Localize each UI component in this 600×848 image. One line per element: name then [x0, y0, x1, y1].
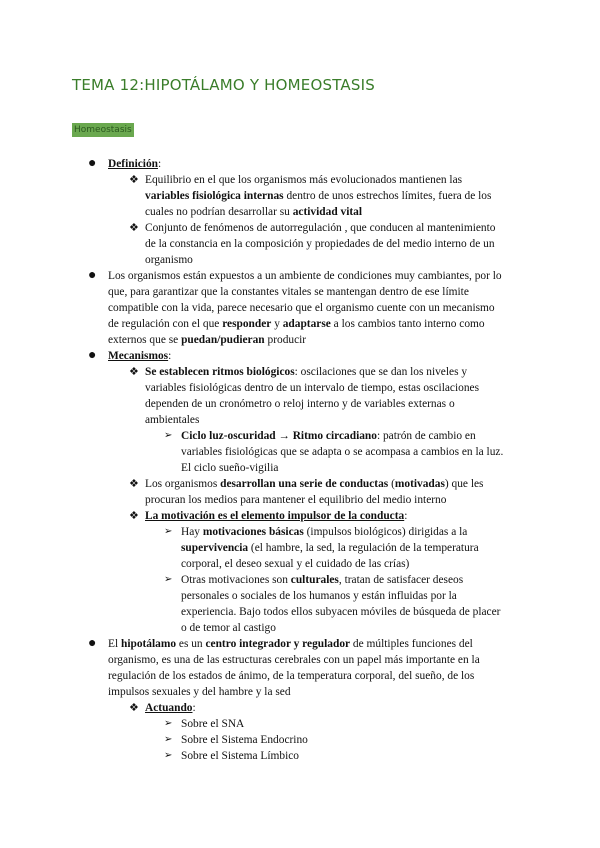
- arrow-marker: ➢: [164, 734, 173, 745]
- arrow-marker: ➢: [164, 718, 173, 729]
- bullet-marker: ●: [88, 348, 97, 363]
- text-line: El ciclo sueño-vigilia: [181, 462, 279, 474]
- diamond-marker: ❖: [129, 222, 139, 234]
- text-line: experiencia. Bajo todos ellos subyacen móviles de búsqueda de placer: [181, 606, 501, 618]
- bullet-marker: ●: [88, 636, 97, 651]
- arrow-marker: ➢: [164, 430, 173, 441]
- text-line: procuran los medios para mantener el equilibrio del medio interno: [145, 494, 447, 506]
- bullet-marker: ●: [88, 268, 97, 283]
- text-line: dependen de un cronómetro o reloj interno y de variables externas o: [145, 398, 455, 410]
- text-line: ambientales: [145, 414, 200, 426]
- diamond-marker: ❖: [129, 510, 139, 522]
- text-line: organismo, es una de las estructuras cerebrales con un papel más importante en la: [108, 654, 480, 666]
- text-line: Otras motivaciones son culturales, tratan de satisfacer deseos: [181, 574, 464, 586]
- text-line: regulación de los estados de ánimo, de la temperatura corporal, del sueño, de los: [108, 670, 475, 682]
- text-line: corporal, el deseo sexual y el cuidado de las crías): [181, 558, 410, 570]
- text-line: de la constancia en la composición y propiedades de del medio interno de un: [145, 238, 495, 250]
- arrow-marker: ➢: [164, 750, 173, 761]
- text-line: variables fisiológicas dentro de un intervalo de tiempo, estas oscilaciones: [145, 382, 480, 394]
- text-line: variables fisiológicas que se adapta o se acompasa a cambios en la luz.: [181, 446, 504, 458]
- text-line: El hipotálamo es un centro integrador y regulador de múltiples funciones del: [108, 638, 473, 650]
- diamond-marker: ❖: [129, 478, 139, 490]
- page-title: TEMA 12:HIPOTÁLAMO Y HOMEOSTASIS: [72, 76, 375, 94]
- text-line: Hay motivaciones básicas (impulsos biológicos) dirigidas a la: [181, 526, 468, 538]
- text-line: externos que se puedan/pudieran producir: [108, 334, 307, 346]
- list-item: Sobre el Sistema Límbico: [181, 750, 299, 762]
- arrow-marker: ➢: [164, 574, 173, 585]
- list-item: Sobre el Sistema Endocrino: [181, 734, 308, 746]
- list-item: Sobre el SNA: [181, 718, 245, 730]
- diamond-marker: ❖: [129, 174, 139, 186]
- definicion-heading: Definición:: [108, 158, 162, 170]
- text-line: organismo: [145, 254, 193, 266]
- mecanismos-heading: Mecanismos:: [108, 350, 172, 362]
- motivacion-heading: La motivación es el elemento impulsor de la conducta:: [145, 510, 408, 522]
- text-line: Los organismos desarrollan una serie de conductas (motivadas) que les: [145, 478, 484, 490]
- text-line: Equilibrio en el que los organismos más evolucionados mantienen las: [145, 174, 463, 186]
- diamond-marker: ❖: [129, 702, 139, 714]
- text-line: cuales no podrían desarrollar su actividad vital: [145, 206, 363, 218]
- text-line: impulsos sexuales y del hambre y la sed: [108, 686, 291, 698]
- text-line: o de temor al castigo: [181, 622, 276, 634]
- text-line: personales o sociales de los humanos y están influidas por la: [181, 590, 457, 602]
- text-line: Los organismos están expuestos a un ambiente de condiciones muy cambiantes, por lo: [108, 270, 502, 282]
- text-line: compatible con la vida, parece necesario que el organismo cuente con un mecanismo: [108, 302, 495, 314]
- arrow-marker: ➢: [164, 526, 173, 537]
- text-line: Ciclo luz-oscuridad → Ritmo circadiano: patrón de cambio en: [181, 430, 476, 442]
- text-line: supervivencia (el hambre, la sed, la regulación de la temperatura: [181, 542, 479, 554]
- bullet-marker: ●: [88, 156, 97, 171]
- text-line: variables fisiológica internas dentro de unos estrechos límites, fuera de los: [145, 190, 492, 202]
- text-line: Conjunto de fenómenos de autorregulación , que conducen al mantenimiento: [145, 222, 496, 234]
- text-line: Se establecen ritmos biológicos: oscilaciones que se dan los niveles y: [145, 366, 468, 378]
- actuando-heading: Actuando:: [145, 702, 196, 714]
- section-tag: Homeostasis: [74, 125, 132, 135]
- text-line: de regulación con el que responder y adaptarse a los cambios tanto interno como: [108, 318, 485, 330]
- text-line: que, para garantizar que la constantes vitales se mantengan dentro de ese límite: [108, 286, 469, 298]
- diamond-marker: ❖: [129, 366, 139, 378]
